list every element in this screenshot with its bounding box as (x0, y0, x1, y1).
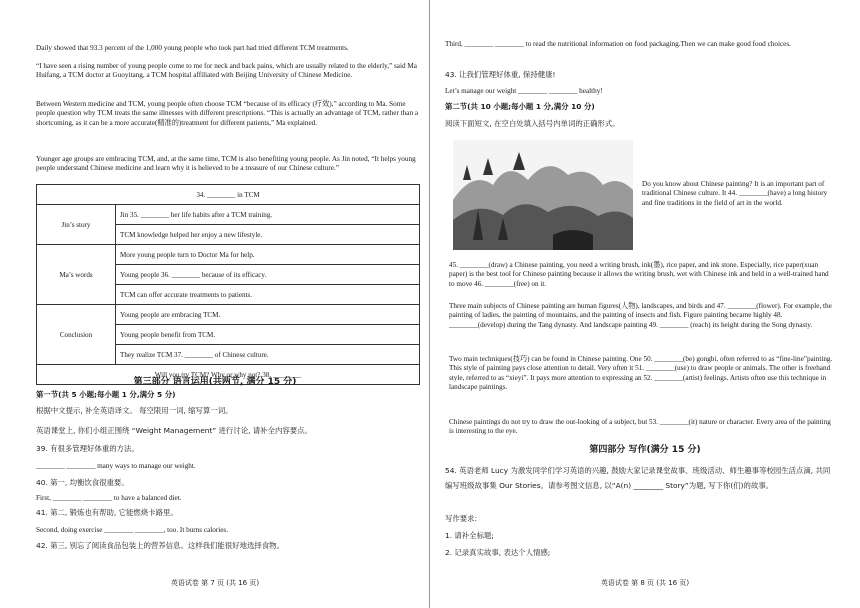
question-54: 54. 英语老师 Lucy 为激发同学们学习英语的兴趣, 鼓励大家记录课堂故事、班级活动、师生趣事等校园生活点滴, 共同编写班级故事集 Our Stories。请参考图文信息, 以“A(n) ________ Story”为题, 写下你(们)的故事。 (445, 466, 831, 490)
table-cell: TCM can offer accurate treatments to patients. (116, 285, 420, 305)
paragraph: Three main subjects of Chinese painting are human figures(人物), landscapes, and birds and 47. ________(flower). For example, the painting of ladies, the painting of mountains, and the painting of insects and fish. Figure painting became highly 48. ________(develop) during the Tang dynasty. And landscape painting 49. ________ (reach) its height during the Song dynasty. (449, 302, 832, 329)
paragraph: Do you know about Chinese painting? It is an important part of traditional Chinese culture. It 44. ________(have) a long history and fine traditions in the field of art in the world. (642, 180, 828, 207)
intro: 英语课堂上, 你们小组正围绕 “Weight Management” 进行讨论, 请补全内容要点。 (36, 426, 312, 435)
requirement-1: 1. 请补全标题; (445, 531, 494, 540)
section-title: 第二节(共 10 小题;每小题 1 分,满分 10 分) (445, 102, 595, 111)
paragraph: “I have seen a rising number of young people come to me for neck and back pains, which are usually related to the elderly,” said Ma Huifang, a TCM doctor at Guoyitang, a TCM hospital affiliated with Beijing University of Chinese Medicine. (36, 62, 417, 80)
paragraph: 45. ________(draw) a Chinese painting, you need a writing brush, ink(墨), rice paper, and ink stone. Especially, rice paper(xuan paper) is the best tool for Chinese painting because it allows the writing brush, wet with Chinese ink and held in a well-trained hand to move 46. ________(free) on it. (449, 261, 829, 288)
table-cell: Young people are embracing TCM. (116, 305, 420, 325)
table-cell: TCM knowledge helped her enjoy a new lifestyle. (116, 225, 420, 245)
question-43-en: Let’s manage our weight ________ ________ healthy! (445, 87, 603, 95)
question-40-cn: 40. 第一, 均衡饮食很重要。 (36, 478, 129, 487)
table-footer: Will you try TCM? Why or why not? 38. ________ (37, 365, 420, 385)
tcm-summary-table (36, 184, 420, 385)
paragraph: Younger age groups are embracing TCM, and, at the same time, TCM is also benefiting young people. As Jin noted, “It helps young people understand Chinese medicine and learn why it is believed to be a treasure of our Chinese culture.” (36, 155, 416, 173)
question-41-en: Second, doing exercise ________ ________, too. It burns calories. (36, 526, 229, 534)
right-page (430, 0, 860, 608)
paragraph: Daily showed that 93.3 percent of the 1,000 young people who took part had tried different TCM treatments. (36, 44, 349, 52)
question-39-cn: 39. 有很多管理好体重的方法。 (36, 444, 139, 453)
page-footer: 英语试卷 第 7 页 (共 16 页) (170, 579, 260, 587)
table-cell: They realize TCM 37. ________ of Chinese culture. (116, 345, 420, 365)
question-43-cn: 43. 让我们管理好体重, 保持健康! (445, 70, 556, 79)
table-cell: More young people turn to Doctor Ma for help. (116, 245, 420, 265)
part4-title: 第四部分 写作(满分 15 分) (589, 445, 701, 455)
table-cell: Young people 36. ________ because of its efficacy. (116, 265, 420, 285)
row-label: Jin’s story (37, 205, 116, 245)
part3-title: 第三部分 语言运用(共两节, 满分 15 分) (133, 377, 297, 387)
row-label: Ma’s words (37, 245, 116, 305)
section-title: 第一节(共 5 小题;每小题 1 分,满分 5 分) (36, 390, 176, 399)
question-40-en: First, ________ ________ to have a balanced diet. (36, 494, 182, 502)
requirements-title: 写作要求: (445, 514, 478, 523)
table-cell: Jin 35. ________ her life habits after a TCM training. (116, 205, 420, 225)
chinese-painting-image (453, 140, 633, 250)
paragraph: Two main techniques(技巧) can be found in Chinese painting. One 50. ________(be) gongbi, often referred to as “fine-line”painting. This style of painting pays close attention to detail. Very often it 51. ________(use) to draw people or animals. The other is freehand style, referred to as “xieyi”. It pays more attention to expressing an 52. ________(artist) feelings. Artists often use this technique in landscape paintings. (449, 355, 833, 391)
paragraph: Chinese paintings do not try to draw the out-looking of a subject, but 53. ________(it) nature or character. Every area of the painting is interesting to the eye. (449, 418, 831, 436)
page-footer: 英语试卷 第 8 页 (共 16 页) (600, 579, 690, 587)
requirement-2: 2. 记录真实故事, 表达个人情感; (445, 548, 551, 557)
instruction: 根据中文提示, 补全英语译文。 每空限用一词, 缩写算一词。 (36, 406, 233, 415)
instruction: 阅读下面短文, 在空白处填入括号内单词的正确形式。 (445, 119, 620, 128)
paragraph: Third, ________ ________ to read the nutritional information on food packaging.Then we can make good food choices. (445, 40, 791, 48)
table-header: 34. ________ in TCM (37, 185, 420, 205)
question-41-cn: 41. 第二, 锻炼也有帮助, 它能燃烧卡路里。 (36, 508, 178, 517)
table-cell: Young people benefit from TCM. (116, 325, 420, 345)
question-42-cn: 42. 第三, 别忘了阅读食品包装上的营养信息。这样我们能很好地选择食物。 (36, 541, 284, 550)
row-label: Conclusion (37, 305, 116, 365)
paragraph: Between Western medicine and TCM, young people often choose TCM “because of its efficacy (疗效),” according to Ma. Some people question why TCM treats the same illnesses with different prescriptions. “This is actually an advantage of TCM, rather than a shortcoming, as it can be a more accurate(精准的)treatment for different patients,” Ma explained. (36, 100, 419, 127)
question-39-en: ________ ________ many ways to manage our weight. (36, 462, 196, 470)
